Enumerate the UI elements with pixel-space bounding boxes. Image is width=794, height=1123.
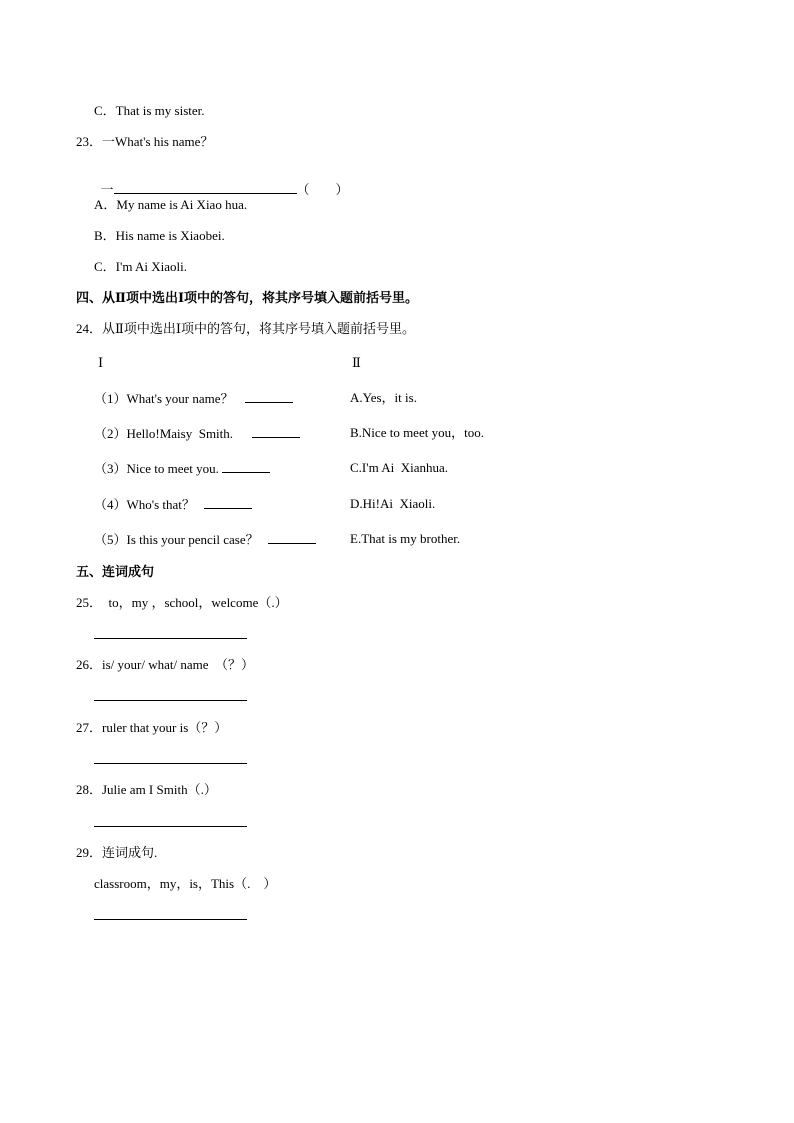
item-text: （4）Who's that？ bbox=[94, 497, 195, 512]
word-list: classroom，my，is，This（. ） bbox=[94, 876, 277, 891]
answer-line bbox=[94, 700, 247, 701]
answer-line bbox=[94, 763, 247, 764]
dash: 一 bbox=[100, 182, 114, 197]
match-item-right: A.Yes，it is. bbox=[350, 390, 417, 405]
answer-line bbox=[94, 826, 247, 827]
question-24: 24．从Ⅱ项中选出Ⅰ项中的答句，将其序号填入题前括号里。 bbox=[76, 321, 415, 336]
match-item-left bbox=[94, 425, 300, 442]
answer-blank bbox=[222, 460, 270, 473]
option-c: C．That is my sister. bbox=[94, 103, 205, 118]
match-item-left bbox=[94, 460, 270, 477]
question-29: 29．连词成句. bbox=[76, 845, 158, 860]
item-text: （3）Nice to meet you. bbox=[94, 461, 219, 476]
match-item-right: C.I'm Ai Xianhua. bbox=[350, 460, 449, 475]
match-item-left bbox=[94, 390, 293, 407]
column-header: Ⅰ bbox=[98, 355, 104, 370]
question-23: 23．一What's his name？ bbox=[76, 134, 214, 149]
column-header: Ⅱ bbox=[352, 355, 361, 370]
item-text: （1）What's your name？ bbox=[94, 391, 234, 406]
option-c: C．I'm Ai Xiaoli. bbox=[94, 259, 187, 274]
answer-blank-row bbox=[94, 165, 349, 198]
answer-blank bbox=[245, 390, 293, 403]
answer-line bbox=[94, 919, 247, 920]
option-a: A．My name is Ai Xiao hua. bbox=[94, 197, 248, 212]
match-item-left bbox=[94, 531, 316, 548]
answer-blank bbox=[114, 181, 297, 194]
question-27: 27．ruler that your is（？） bbox=[76, 720, 228, 735]
match-item-right: B.Nice to meet you，too. bbox=[350, 425, 484, 440]
question-28: 28．Julie am I Smith（.） bbox=[76, 782, 217, 797]
answer-blank bbox=[252, 425, 300, 438]
section-heading: 四、从Ⅱ项中选出Ⅰ项中的答句，将其序号填入题前括号里。 bbox=[76, 290, 419, 305]
answer-blank bbox=[268, 531, 316, 544]
match-item-right: D.Hi!Ai Xiaoli. bbox=[350, 496, 436, 511]
match-item-left bbox=[94, 496, 252, 513]
answer-paren: （ ） bbox=[296, 182, 349, 197]
answer-line bbox=[94, 638, 247, 639]
match-item-right: E.That is my brother. bbox=[350, 531, 461, 546]
question-26: 26．is/ your/ what/ name （？） bbox=[76, 657, 255, 672]
option-b: B．His name is Xiaobei. bbox=[94, 228, 225, 243]
section-heading: 五、连词成句 bbox=[76, 564, 155, 579]
answer-blank bbox=[204, 496, 252, 509]
item-text: （5）Is this your pencil case？ bbox=[94, 532, 259, 547]
question-25: 25． to，my ，school，welcome（.） bbox=[76, 595, 288, 610]
item-text: （2）Hello!Maisy Smith. bbox=[94, 426, 234, 441]
